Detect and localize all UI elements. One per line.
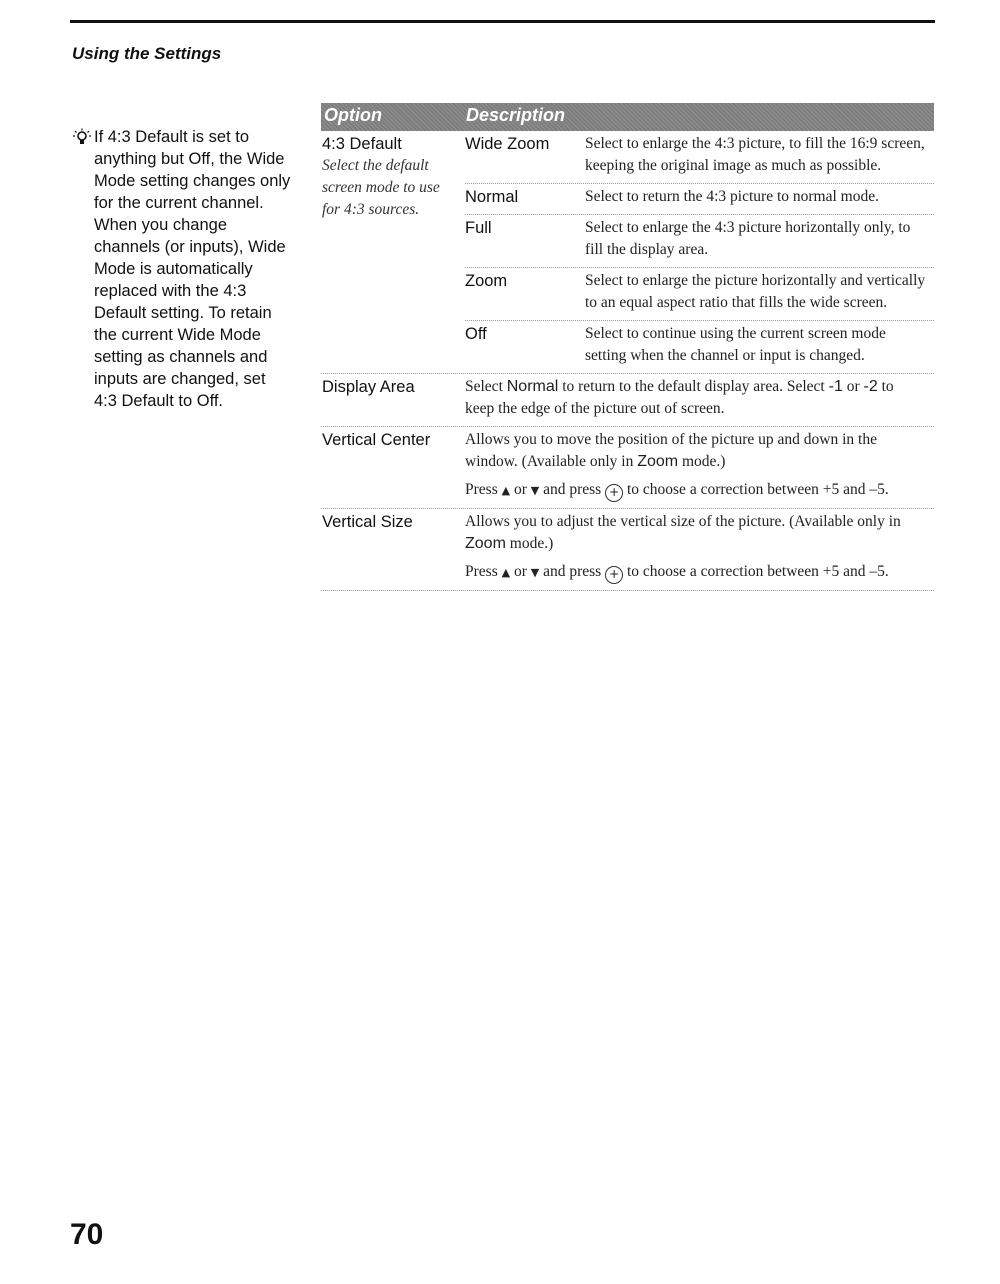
option-description: Allows you to move the position of the picture up and down in the window. (Available only in Zoom mode.) Press ▲ or ▼ and press + to choose a correction between +5 and –5.: [465, 427, 934, 508]
option-note: Select the default screen mode to use for 4:3 sources.: [322, 157, 440, 218]
table-row-vertical-center: [321, 427, 934, 509]
top-rule: [70, 20, 935, 23]
mode-name: Zoom: [465, 272, 508, 290]
enter-button-icon: +: [605, 484, 623, 502]
mode-description: Select to enlarge the picture horizontally and vertically to an equal aspect ratio that fills the wide screen.: [585, 272, 926, 311]
mode-row-wide-zoom: [465, 131, 934, 184]
option-description: Allows you to adjust the vertical size of the picture. (Available only in Zoom mode.) Press ▲ or ▼ and press + to choose a correction between +5 and –5.: [465, 509, 934, 590]
mode-row-full: [465, 215, 934, 268]
mode-name: Full: [465, 219, 492, 237]
mode-description: Select to continue using the current screen mode setting when the channel or input is changed.: [585, 325, 886, 364]
mode-row-zoom: [465, 268, 934, 321]
down-arrow-icon: ▼: [530, 484, 540, 497]
column-header-description: Description: [466, 105, 566, 125]
tip-text: If 4:3 Default is set to anything but Off, the Wide Mode setting changes only for the current channel. When you change channels (or inputs), Wide Mode is automatically replaced with the 4:3 Default setting. To retain the current Wide Mode setting as channels and inputs are changed, set 4:3 Default to Off.: [94, 128, 291, 410]
table-row-4-3-default: [321, 131, 934, 374]
option-name: Vertical Center: [322, 431, 431, 449]
settings-table: [321, 103, 934, 591]
option-description: Select Normal to return to the default display area. Select -1 or -2 to keep the edge of the picture out of screen.: [465, 378, 894, 417]
mode-description: Select to enlarge the 4:3 picture, to fill the 16:9 screen, keeping the original image as much as possible.: [585, 135, 925, 174]
mode-description: Select to enlarge the 4:3 picture horizontally only, to fill the display area.: [585, 219, 911, 258]
mode-name: Normal: [465, 188, 519, 206]
option-name: 4:3 Default: [322, 135, 402, 153]
mode-row-normal: [465, 184, 934, 215]
up-arrow-icon: ▲: [501, 484, 511, 497]
mode-name: Off: [465, 325, 487, 343]
section-title: Using the Settings: [72, 44, 222, 63]
option-name: Display Area: [322, 378, 415, 396]
mode-description: Select to return the 4:3 picture to normal mode.: [585, 188, 879, 205]
table-row-vertical-size: [321, 509, 934, 591]
tip-note: [72, 126, 292, 412]
mode-name: Wide Zoom: [465, 135, 550, 153]
lightbulb-icon: [72, 128, 92, 148]
option-name: Vertical Size: [322, 513, 413, 531]
table-header: [321, 103, 934, 131]
mode-row-off: [465, 321, 934, 373]
column-header-option: Option: [324, 105, 382, 125]
enter-button-icon: +: [605, 566, 623, 584]
up-arrow-icon: ▲: [501, 566, 511, 579]
down-arrow-icon: ▼: [530, 566, 540, 579]
page-number: 70: [70, 1218, 104, 1251]
table-row-display-area: [321, 374, 934, 427]
